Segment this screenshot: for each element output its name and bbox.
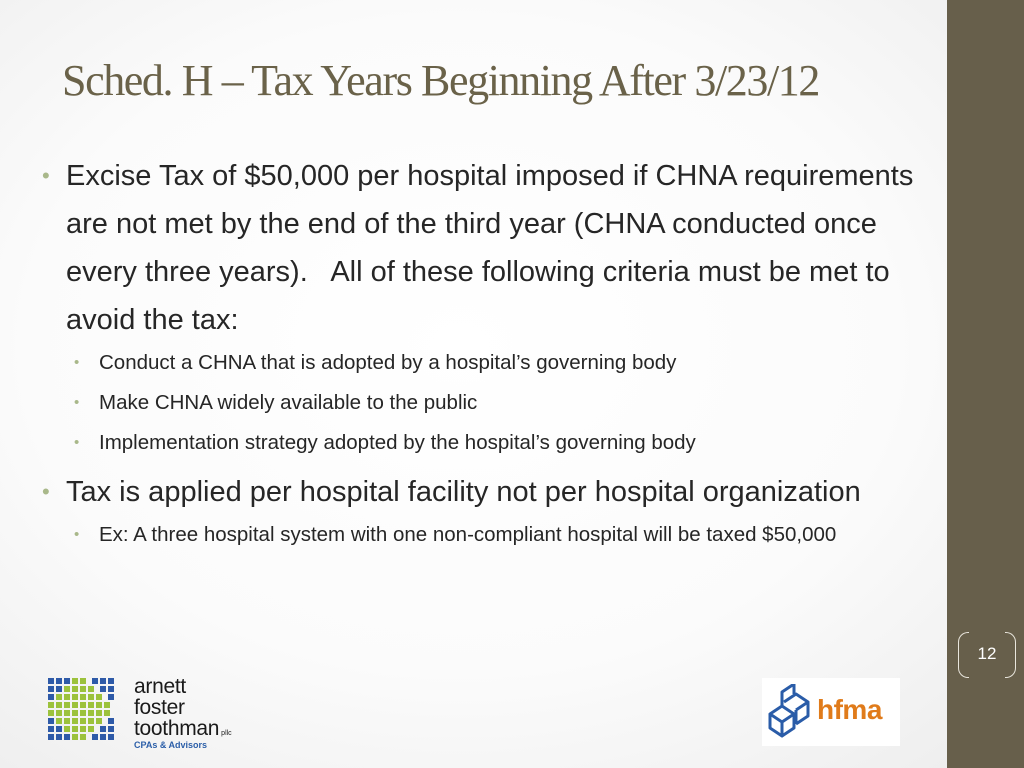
hfma-cube-icon [766,684,816,740]
page-number-badge [958,632,1016,678]
aft-tagline: CPAs & Advisors [134,740,208,750]
sub-bullet-text: Conduct a CHNA that is adopted by a hospital’s governing body [99,351,677,374]
sub-bullet-item [42,428,937,457]
hfma-logo [762,678,900,746]
dot-grid-logo-icon [48,678,114,740]
sub-bullet-item [42,520,937,549]
aft-wordmark [134,676,232,744]
arnett-foster-toothman-logo [48,676,278,754]
sub-bullet-text: Ex: A three hospital system with one non-compliant hospital will be taxed $50,000 [99,523,837,546]
sub-bullet-list [42,520,937,549]
bullet-icon: • [42,479,50,504]
bullet-icon: • [42,163,50,188]
aft-line-1: arnett [134,675,186,698]
aft-line-3: toothman [134,717,220,740]
bullet-text: Tax is applied per hospital facility not per hospital organization [66,476,861,508]
bullet-item [42,468,937,516]
slide-content [42,152,937,560]
aft-line-2: foster [134,696,185,719]
bullet-icon: • [74,354,80,371]
sub-bullet-item [42,348,937,377]
bullet-item [42,152,937,344]
bullet-icon: • [74,394,80,411]
hfma-wordmark: hfma [817,694,882,725]
bullet-text: Excise Tax of $50,000 per hospital imposed if CHNA requirements are not met by the end of the third year (CHNA conducted once every three years). All of these following criteria must be met to avoid the tax: [66,160,914,336]
sub-bullet-text: Implementation strategy adopted by the hospital’s governing body [99,431,696,454]
sub-bullet-list [42,348,937,457]
aft-suffix: pllc [221,730,232,737]
slide-title: Sched. H – Tax Years Beginning After 3/23/12 [62,56,819,105]
bullet-icon: • [74,526,80,543]
page-number: 12 [977,644,997,663]
sub-bullet-item [42,388,937,417]
bullet-icon: • [74,434,80,451]
sub-bullet-text: Make CHNA widely available to the public [99,391,478,414]
